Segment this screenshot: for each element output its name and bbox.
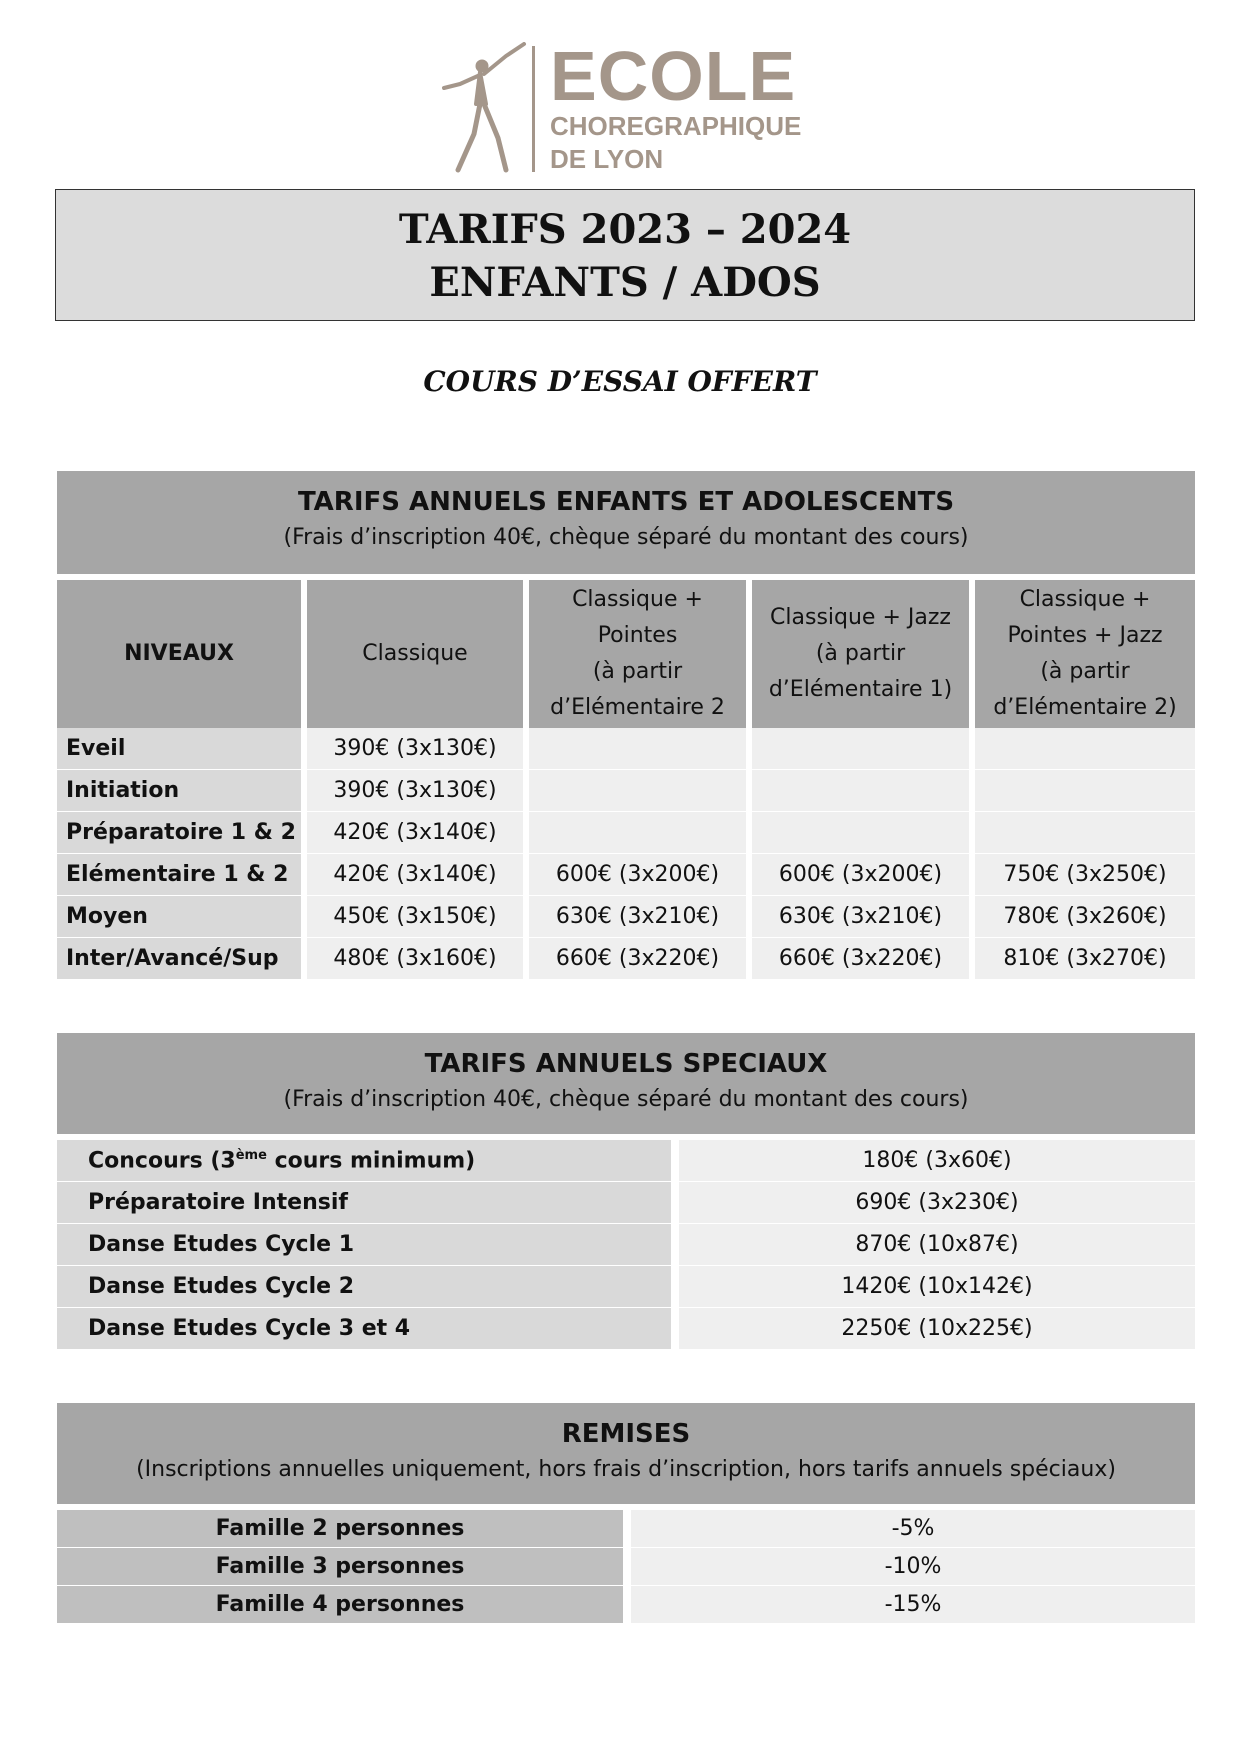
discount-label: Famille 3 personnes <box>57 1548 631 1586</box>
special-table <box>57 1140 1195 1350</box>
logo-line-1: ECOLE <box>550 37 797 115</box>
discount-label: Famille 2 personnes <box>57 1510 631 1548</box>
special-label <box>57 1140 679 1182</box>
table-row <box>57 1586 1195 1624</box>
price-cell <box>529 728 752 770</box>
annual-title: TARIFS ANNUELS ENFANTS ET ADOLESCENTS <box>297 487 955 517</box>
table-row <box>57 938 1195 980</box>
trial-course-note: COURS D’ESSAI OFFERT <box>423 365 817 398</box>
level-label: Préparatoire 1 & 2 <box>57 812 307 854</box>
special-label: Préparatoire Intensif <box>57 1182 679 1224</box>
price-cell: 450€ (3x150€) <box>307 896 529 938</box>
table-row <box>57 770 1195 812</box>
price-cell <box>529 770 752 812</box>
header-classique: Classique <box>307 580 529 728</box>
special-price: 690€ (3x230€) <box>679 1182 1195 1224</box>
price-cell: 600€ (3x200€) <box>529 854 752 896</box>
special-subtitle: (Frais d’inscription 40€, chèque séparé du montant des cours) <box>283 1087 969 1112</box>
price-cell: 600€ (3x200€) <box>752 854 975 896</box>
title-line-1: TARIFS 2023 – 2024 <box>398 206 852 253</box>
table-row <box>57 1308 1195 1350</box>
level-label: Moyen <box>57 896 307 938</box>
price-cell <box>529 812 752 854</box>
price-cell: 420€ (3x140€) <box>307 812 529 854</box>
price-cell <box>752 812 975 854</box>
header-classique-jazz: Classique + Jazz (à partir d’Elémentaire 1) <box>752 580 975 728</box>
price-cell <box>752 770 975 812</box>
price-cell: 390€ (3x130€) <box>307 770 529 812</box>
price-cell <box>975 812 1195 854</box>
logo-line-3: DE LYON <box>550 144 664 174</box>
special-price: 870€ (10x87€) <box>679 1224 1195 1266</box>
level-label: Initiation <box>57 770 307 812</box>
remises-table <box>57 1510 1195 1624</box>
concours-label-post: cours minimum) <box>266 1148 476 1174</box>
concours-label-sup: ème <box>235 1147 267 1163</box>
table-row <box>57 854 1195 896</box>
annual-header <box>57 471 1195 574</box>
price-cell: 660€ (3x220€) <box>752 938 975 980</box>
concours-label-pre: Concours (3 <box>88 1148 236 1174</box>
price-cell: 480€ (3x160€) <box>307 938 529 980</box>
remises-header <box>57 1403 1195 1504</box>
special-price: 180€ (3x60€) <box>679 1140 1195 1182</box>
title-line-2: ENFANTS / ADOS <box>429 259 821 306</box>
logo-text <box>550 37 802 176</box>
level-label: Elémentaire 1 & 2 <box>57 854 307 896</box>
annual-subtitle: (Frais d’inscription 40€, chèque séparé du montant des cours) <box>283 525 969 550</box>
table-row <box>57 896 1195 938</box>
discount-label: Famille 4 personnes <box>57 1586 631 1624</box>
table-row <box>57 1182 1195 1224</box>
special-header <box>57 1033 1195 1134</box>
remises-subtitle: (Inscriptions annuelles uniquement, hors frais d’inscription, hors tarifs annuels spéciaux) <box>136 1457 1116 1482</box>
header-classique-pointes-jazz: Classique + Pointes + Jazz (à partir d’Elémentaire 2) <box>975 580 1195 728</box>
special-price: 2250€ (10x225€) <box>679 1308 1195 1350</box>
discount-value: -15% <box>631 1586 1195 1624</box>
school-logo <box>440 37 820 177</box>
annual-table <box>57 580 1195 980</box>
remises-title: REMISES <box>561 1419 691 1449</box>
dancer-icon <box>440 42 530 177</box>
discount-value: -10% <box>631 1548 1195 1586</box>
price-cell: 660€ (3x220€) <box>529 938 752 980</box>
level-label: Inter/Avancé/Sup <box>57 938 307 980</box>
page-title <box>55 189 1195 321</box>
table-row <box>57 728 1195 770</box>
special-title: TARIFS ANNUELS SPECIAUX <box>424 1049 828 1079</box>
level-label: Eveil <box>57 728 307 770</box>
header-classique-pointes: Classique + Pointes (à partir d’Elémentaire 2 <box>529 580 752 728</box>
table-row <box>57 1140 1195 1182</box>
header-niveaux: NIVEAUX <box>57 580 307 728</box>
price-cell: 750€ (3x250€) <box>975 854 1195 896</box>
logo-line-2: CHOREGRAPHIQUE <box>550 111 802 141</box>
price-cell <box>975 728 1195 770</box>
table-row <box>57 1266 1195 1308</box>
price-cell: 420€ (3x140€) <box>307 854 529 896</box>
special-label: Danse Etudes Cycle 3 et 4 <box>57 1308 679 1350</box>
table-row <box>57 1548 1195 1586</box>
logo-divider <box>532 46 535 172</box>
table-row <box>57 812 1195 854</box>
special-label: Danse Etudes Cycle 2 <box>57 1266 679 1308</box>
discount-value: -5% <box>631 1510 1195 1548</box>
price-cell: 810€ (3x270€) <box>975 938 1195 980</box>
special-price: 1420€ (10x142€) <box>679 1266 1195 1308</box>
price-cell: 390€ (3x130€) <box>307 728 529 770</box>
special-label: Danse Etudes Cycle 1 <box>57 1224 679 1266</box>
price-cell: 630€ (3x210€) <box>752 896 975 938</box>
price-cell <box>975 770 1195 812</box>
table-row <box>57 1224 1195 1266</box>
table-row <box>57 1510 1195 1548</box>
price-cell: 780€ (3x260€) <box>975 896 1195 938</box>
annual-header-row <box>57 580 1195 728</box>
price-cell: 630€ (3x210€) <box>529 896 752 938</box>
price-cell <box>752 728 975 770</box>
